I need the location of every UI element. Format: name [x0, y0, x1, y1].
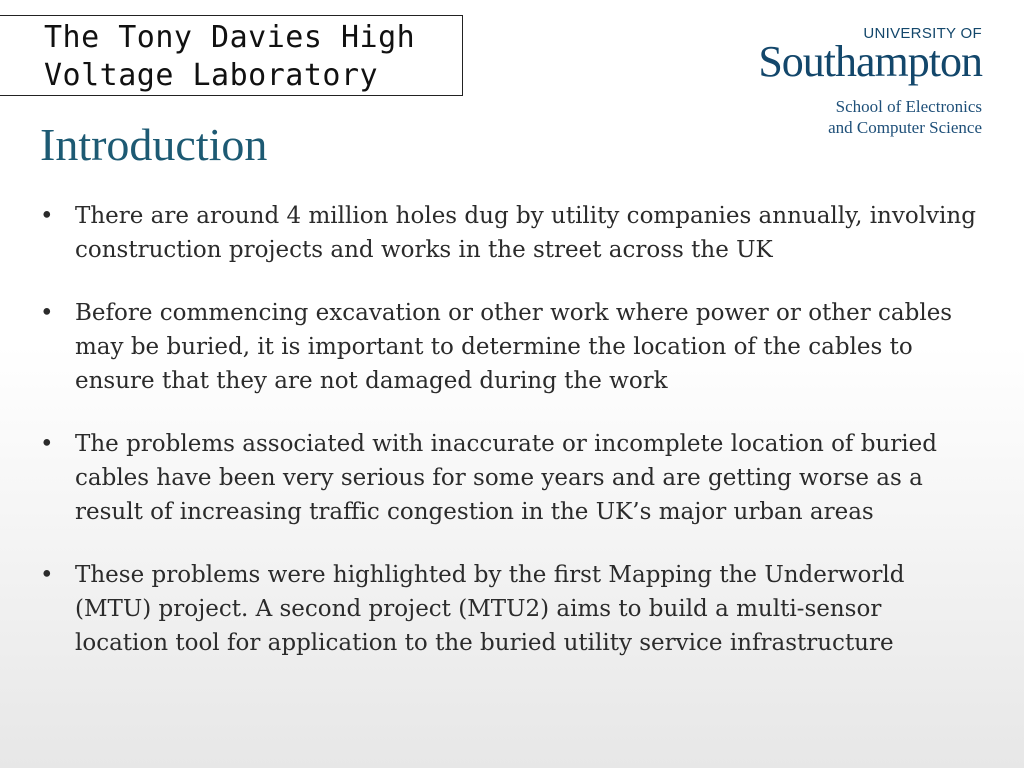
bullet-item [40, 199, 980, 267]
bullet-item [40, 427, 980, 529]
bullet-item [40, 558, 980, 660]
bullet-marker-icon: • [40, 431, 54, 457]
university-prefix: UNIVERSITY OF [863, 25, 982, 42]
bullet-text: The problems associated with inaccurate or incomplete location of buried cables have been very serious for some years and are getting worse as a result of increasing traffic congestion in the UK’s major urban areas [75, 431, 937, 525]
slide-title: Introduction [40, 119, 268, 170]
bullet-text: There are around 4 million holes dug by utility companies annually, involving construction projects and works in the street across the UK [75, 203, 976, 263]
bullet-text: These problems were highlighted by the first Mapping the Underworld (MTU) project. A second project (MTU2) aims to build a multi-sensor location tool for application to the buried utility service infrastructure [75, 562, 905, 656]
school-name [758, 96, 982, 138]
bullet-text: Before commencing excavation or other work where power or other cables may be buried, it is important to determine the location of the cables to ensure that they are not damaged during the work [75, 300, 953, 394]
lab-name-line-2: Voltage Laboratory [44, 58, 379, 93]
bullet-marker-icon: • [40, 203, 54, 229]
bullet-marker-icon: • [40, 300, 54, 326]
university-name: Southampton [758, 37, 982, 86]
university-logo [758, 26, 982, 138]
school-line-1: School of Electronics [835, 97, 982, 116]
bullet-list [40, 199, 980, 689]
lab-name-box [0, 15, 463, 96]
bullet-marker-icon: • [40, 562, 54, 588]
bullet-item [40, 296, 980, 398]
lab-name-line-1: The Tony Davies High [44, 20, 416, 55]
school-line-2: and Computer Science [828, 118, 982, 137]
